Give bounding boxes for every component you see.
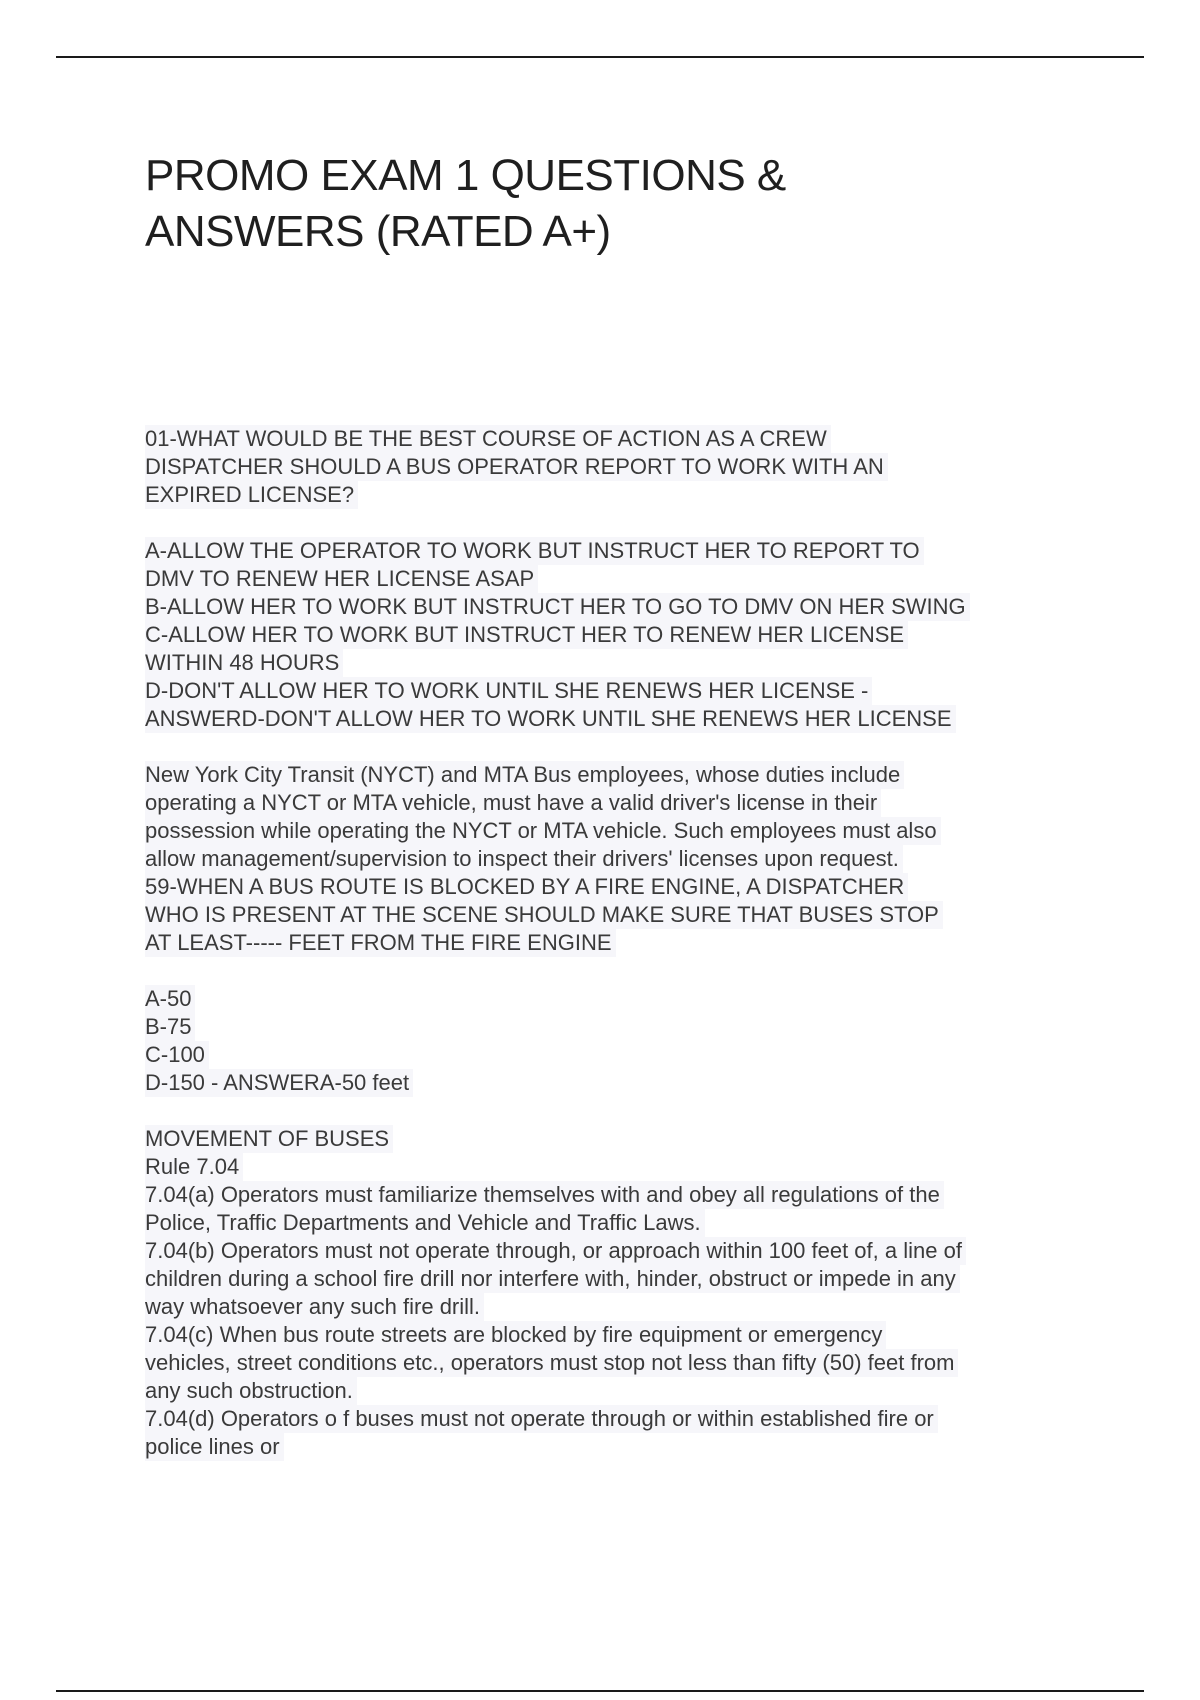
text-line — [145, 453, 1085, 481]
text-line-content: DMV TO RENEW HER LICENSE ASAP — [145, 565, 538, 593]
text-line-content: possession while operating the NYCT or MTA vehicle. Such employees must also — [145, 817, 941, 845]
text-line — [145, 1013, 1085, 1041]
paragraph-block — [145, 985, 1085, 1097]
text-line-content: Police, Traffic Departments and Vehicle and Traffic Laws. — [145, 1209, 705, 1237]
text-line — [145, 929, 1085, 957]
paragraph-block — [145, 1125, 1085, 1461]
text-line — [145, 481, 1085, 509]
text-line — [145, 1433, 1085, 1461]
text-line-content: DISPATCHER SHOULD A BUS OPERATOR REPORT TO WORK WITH AN — [145, 453, 888, 481]
text-line — [145, 565, 1085, 593]
text-line — [145, 1125, 1085, 1153]
top-rule — [56, 56, 1144, 58]
text-line — [145, 789, 1085, 817]
text-line-content: B-75 — [145, 1013, 195, 1041]
text-line-content: vehicles, street conditions etc., operators must stop not less than fifty (50) feet from — [145, 1349, 958, 1377]
text-line-content: MOVEMENT OF BUSES — [145, 1125, 393, 1153]
text-line-content: Rule 7.04 — [145, 1153, 243, 1181]
text-line-content: 7.04(b) Operators must not operate through, or approach within 100 feet of, a line of — [145, 1237, 966, 1265]
text-line — [145, 593, 1085, 621]
text-line-content: AT LEAST----- FEET FROM THE FIRE ENGINE — [145, 929, 616, 957]
text-line-content: C-ALLOW HER TO WORK BUT INSTRUCT HER TO RENEW HER LICENSE — [145, 621, 908, 649]
text-line — [145, 621, 1085, 649]
paragraph-block — [145, 425, 1085, 509]
text-line — [145, 1265, 1085, 1293]
paragraph-block — [145, 761, 1085, 957]
text-line — [145, 1153, 1085, 1181]
text-line — [145, 1349, 1085, 1377]
text-line-content: WHO IS PRESENT AT THE SCENE SHOULD MAKE SURE THAT BUSES STOP — [145, 901, 943, 929]
text-line — [145, 1209, 1085, 1237]
text-line — [145, 1237, 1085, 1265]
text-line-content: children during a school fire drill nor interfere with, hinder, obstruct or impede in any — [145, 1265, 960, 1293]
text-line-content: B-ALLOW HER TO WORK BUT INSTRUCT HER TO GO TO DMV ON HER SWING — [145, 593, 970, 621]
text-line-content: New York City Transit (NYCT) and MTA Bus employees, whose duties include — [145, 761, 904, 789]
document-body — [145, 425, 1085, 1489]
text-line — [145, 901, 1085, 929]
text-line-content: C-100 — [145, 1041, 209, 1069]
text-line-content: 7.04(d) Operators o f buses must not operate through or within established fire or — [145, 1405, 938, 1433]
text-line-content: D-150 - ANSWERA-50 feet — [145, 1069, 413, 1097]
text-line-content: A-ALLOW THE OPERATOR TO WORK BUT INSTRUCT HER TO REPORT TO — [145, 537, 924, 565]
text-line — [145, 1377, 1085, 1405]
text-line — [145, 537, 1085, 565]
text-line-content: ANSWERD-DON'T ALLOW HER TO WORK UNTIL SHE RENEWS HER LICENSE — [145, 705, 956, 733]
bottom-rule — [56, 1690, 1144, 1692]
text-line-content: D-DON'T ALLOW HER TO WORK UNTIL SHE RENEWS HER LICENSE - — [145, 677, 872, 705]
title-line: ANSWERS (RATED A+) — [145, 207, 611, 256]
text-line-content: 7.04(c) When bus route streets are blocked by fire equipment or emergency — [145, 1321, 886, 1349]
document-title — [145, 148, 1065, 260]
text-line — [145, 677, 1085, 705]
text-line — [145, 425, 1085, 453]
text-line — [145, 1069, 1085, 1097]
text-line — [145, 1321, 1085, 1349]
text-line-content: WITHIN 48 HOURS — [145, 649, 343, 677]
text-line — [145, 985, 1085, 1013]
text-line — [145, 1405, 1085, 1433]
title-line: PROMO EXAM 1 QUESTIONS & — [145, 151, 786, 200]
text-line — [145, 873, 1085, 901]
text-line-content: way whatsoever any such fire drill. — [145, 1293, 484, 1321]
text-line-content: any such obstruction. — [145, 1377, 357, 1405]
text-line — [145, 705, 1085, 733]
paragraph-block — [145, 537, 1085, 733]
text-line — [145, 845, 1085, 873]
text-line-content: operating a NYCT or MTA vehicle, must have a valid driver's license in their — [145, 789, 881, 817]
text-line — [145, 649, 1085, 677]
text-line-content: police lines or — [145, 1433, 284, 1461]
text-line-content: A-50 — [145, 985, 195, 1013]
text-line — [145, 817, 1085, 845]
text-line-content: 7.04(a) Operators must familiarize themselves with and obey all regulations of the — [145, 1181, 944, 1209]
text-line-content: 59-WHEN A BUS ROUTE IS BLOCKED BY A FIRE ENGINE, A DISPATCHER — [145, 873, 908, 901]
text-line — [145, 761, 1085, 789]
text-line — [145, 1181, 1085, 1209]
text-line — [145, 1293, 1085, 1321]
text-line-content: allow management/supervision to inspect their drivers' licenses upon request. — [145, 845, 903, 873]
text-line-content: EXPIRED LICENSE? — [145, 481, 358, 509]
text-line-content: 01-WHAT WOULD BE THE BEST COURSE OF ACTION AS A CREW — [145, 425, 831, 453]
text-line — [145, 1041, 1085, 1069]
